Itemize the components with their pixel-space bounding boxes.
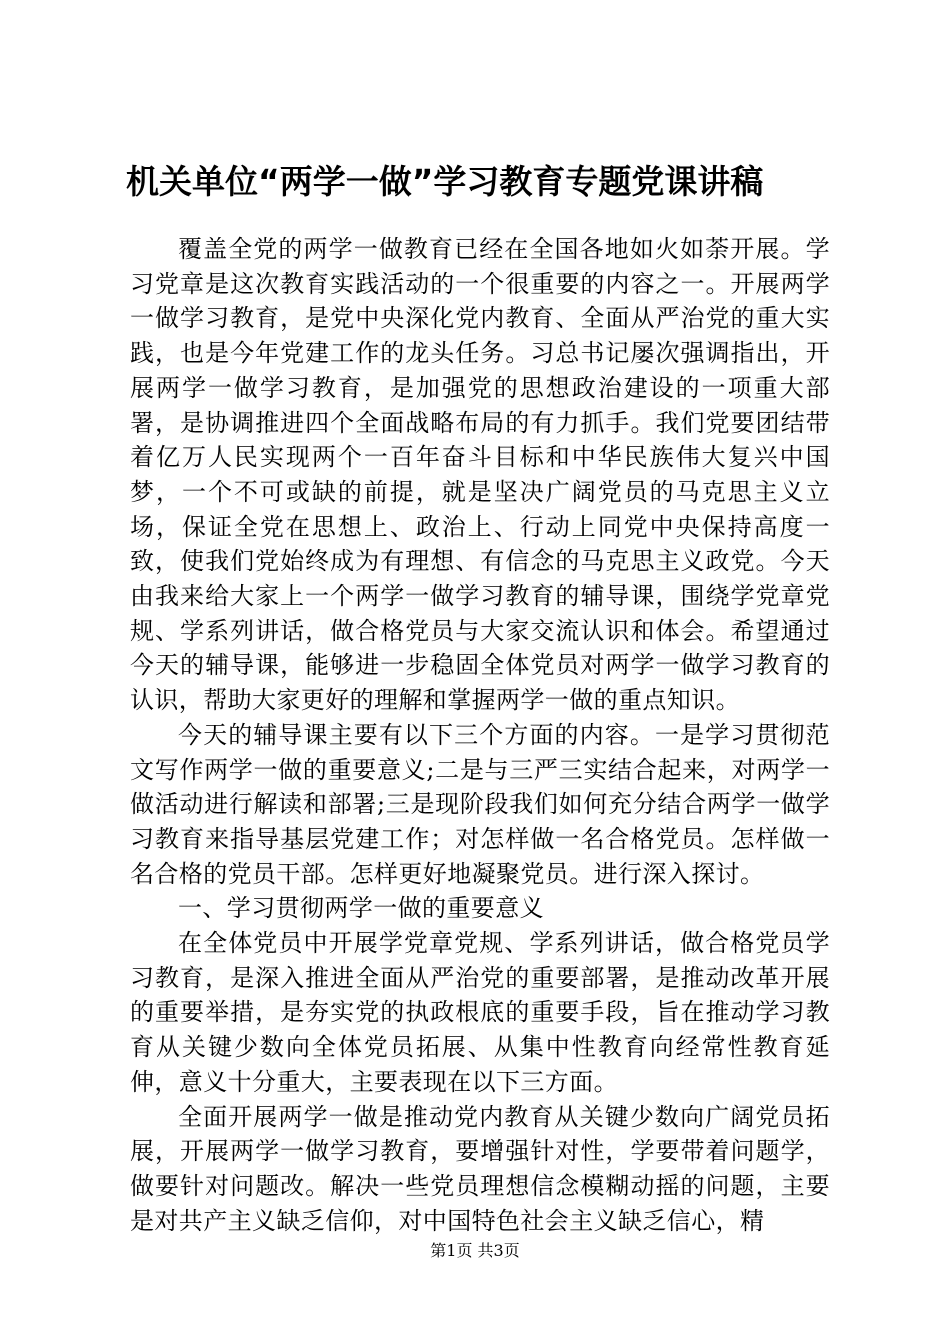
paragraph: 覆盖全党的两学一做教育已经在全国各地如火如荼开展。学习党章是这次教育实践活动的一个很重要的内容之一。开展两学一做学习教育，是党中央深化党内教育、全面从严治党的重大实践，也是今年党建工作的龙头任务。习总书记屡次强调指出，开展两学一做学习教育，是加强党的思想政治建设的一项重大部署，是协调推进四个全面战略布局的有力抓手。我们党要团结带着亿万人民实现两个一百年奋斗目标和中华民族伟大复兴中国梦，一个不可或缺的前提，就是坚决广阔党员的马克思主义立场，保证全党在思想上、政治上、行动上同党中央保持高度一致，使我们党始终成为有理想、有信念的马克思主义政党。今天由我来给大家上一个两学一做学习教育的辅导课，围绕学党章党规、学系列讲话，做合格党员与大家交流认识和体会。希望通过今天的辅导课，能够进一步稳固全体党员对两学一做学习教育的认识，帮助大家更好的理解和掌握两学一做的重点知识。 [130, 235, 830, 715]
paragraph: 全面开展两学一做是推动党内教育从关键少数向广阔党员拓展，开展两学一做学习教育，要增强针对性，学要带着问题学，做要针对问题改。解决一些党员理想信念模糊动摇的问题，主要是对共产主义缺乏信仰，对中国特色社会主义缺乏信心，精 [130, 1102, 830, 1235]
page-footer: 第1页 共3页 [430, 1241, 520, 1260]
paragraph: 今天的辅导课主要有以下三个方面的内容。一是学习贯彻范文写作两学一做的重要意义;二是与三严三实结合起来，对两学一做活动进行解读和部署;三是现阶段我们如何充分结合两学一做学习教育来指导基层党建工作；对怎样做一名合格党员。怎样做一名合格的党员干部。怎样更好地凝聚党员。进行深入探讨。 [130, 720, 830, 888]
document-body [130, 232, 830, 1238]
paragraph: 在全体党员中开展学党章党规、学系列讲话，做合格党员学习教育，是深入推进全面从严治党的重要部署，是推动改革开展的重要举措，是夯实党的执政根底的重要手段，旨在推动学习教育从关键少数向全体党员拓展、从集中性教育向经常性教育延伸，意义十分重大，主要表现在以下三方面。 [130, 929, 830, 1096]
page-title: 机关单位“两学一做”学习教育专题党课讲稿 [126, 162, 764, 201]
section-heading: 一、学习贯彻两学一做的重要意义 [178, 894, 544, 923]
